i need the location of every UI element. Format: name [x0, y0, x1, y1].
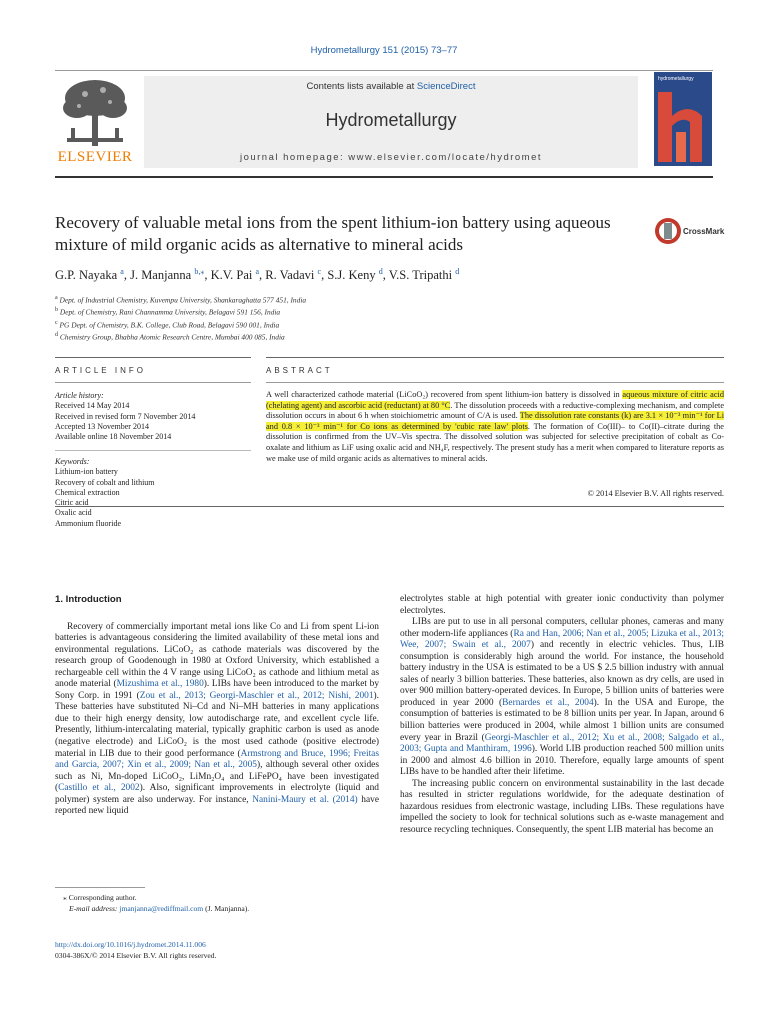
keyword: Citric acid [55, 498, 89, 508]
author[interactable]: R. Vadavi [265, 268, 315, 283]
author-affil-sup[interactable]: a [120, 267, 124, 276]
abstract-copyright: © 2014 Elsevier B.V. All rights reserved. [587, 489, 724, 498]
keywords-label: Keywords: [55, 457, 90, 466]
affiliation: $^b$ Dept. of Chemistry, Rani Channamma University, Belagavi 591 156, India [55, 307, 281, 317]
author[interactable]: K.V. Pai [210, 268, 253, 283]
history-item: Accepted 13 November 2014 [55, 421, 149, 431]
citation-link[interactable]: Mizushima et al., 1980 [116, 679, 204, 690]
history-item: Received 14 May 2014 [55, 401, 130, 411]
abstract-text: A well characterized cathode material (LiCoO₂) recovered from spent lithium-ion battery is dissolved in aqueous mixture of citric acid (chelating agent) and ascorbic acid (reductant) at 80 °C. The dissolution proceeds with a reductive-complexing mechanism, and complete dissolution occurs in about 6 h when stoichiometric amount of C/A is used. The dissolution rate constants (k) are 3.1 × 10⁻³ min⁻¹ for Li and 0.8 × 10⁻³ min⁻¹ for Co ions as determined by 'cubic rate law' plots. The formation of Co(III)– to Co(II)–citrate during the dissolution is confirmed from the UV–Vis spectra. The dissolved solution was subjected for selective precipitation of cobalt as Co-oxalate and lithium as LiF using oxalic acid and NH₄F, respectively. The present study has a merit when compared to literature reports as we make use of mild organic acids as alternatives to mineral acids. [266, 390, 724, 463]
article-info-heading: ARTICLE INFO [55, 366, 146, 375]
keyword: Ammonium fluoride [55, 518, 121, 528]
keyword: Recovery of cobalt and lithium [55, 477, 155, 487]
footnote [55, 893, 375, 914]
highlight: The dissolution rate constants (k) are 3.1 × 10⁻³ min⁻¹ for Li and 0.8 × 10⁻³ min⁻¹ for Co ions as determined by 'cubic rate law' plots [266, 411, 724, 431]
issn-line: 0304-386X/© 2014 Elsevier B.V. All rights reserved. [55, 950, 217, 960]
header-bottom-rule [55, 176, 713, 178]
header-top-rule [55, 70, 713, 71]
history-label: Article history: [55, 391, 104, 400]
body-column-left [55, 594, 379, 818]
paragraph: electrolytes stable at high potential with greater ionic conductivity than polymer electrolytes. [400, 594, 724, 616]
citation-link[interactable]: Nanini-Maury et al. (2014) [252, 794, 358, 805]
author[interactable]: S.J. Keny [327, 268, 376, 283]
rule [55, 450, 251, 451]
affiliation: $^d$ Chemistry Group, Bhabha Atomic Research Centre, Mumbai 400 085, India [55, 332, 285, 342]
citation-link[interactable]: Zou et al., 2013; Georgi-Maschler et al., 2012; Nishi, 2001 [139, 690, 374, 701]
abstract-heading: ABSTRACT [266, 366, 333, 375]
highlight: aqueous mixture of citric acid (chelating agent) and ascorbic acid (reductant) at 80 °C [266, 390, 724, 410]
doi-link[interactable]: http://dx.doi.org/10.1016/j.hydromet.2014.11.006 [55, 940, 206, 949]
journal-cover-thumbnail [654, 72, 712, 166]
author[interactable]: G.P. Nayaka [55, 268, 118, 283]
rule [55, 357, 251, 358]
history-item: Available online 18 November 2014 [55, 432, 172, 442]
citation-link[interactable]: Georgi-Maschler et al., 2012; Xu et al., 2008; Salgado et al., 2003; Gupta and Manthiram, 1996 [400, 732, 724, 755]
cover-title: hydrometallurgy [658, 76, 694, 82]
citation-link[interactable]: Bernardes et al., 2004 [502, 697, 594, 708]
author-affil-sup[interactable]: d [455, 267, 460, 276]
section-heading: 1. Introduction [55, 594, 122, 605]
author[interactable]: V.S. Tripathi [388, 268, 453, 283]
journal-title: Hydrometallurgy [325, 110, 457, 130]
citation-link[interactable]: Ra and Han, 2006; Nan et al., 2005; Lizuka et al., 2013; Wee, 2007; Swain et al., 2007 [400, 628, 725, 651]
author-affil-sup[interactable]: d [378, 267, 383, 276]
history-item: Received in revised form 7 November 2014 [55, 411, 196, 421]
article-history [55, 391, 251, 442]
rule [55, 382, 251, 383]
keyword: Oxalic acid [55, 508, 92, 518]
author[interactable]: J. Manjanna [130, 268, 192, 283]
keyword: Lithium-ion battery [55, 467, 118, 477]
contents-availability: Contents lists available at ScienceDirect [306, 81, 476, 92]
crossmark-label[interactable]: CrossMark [683, 227, 725, 236]
email-link[interactable]: jmanjanna@rediffmail.com [119, 903, 204, 913]
rule [266, 357, 724, 358]
author-affil-sup[interactable]: a [255, 267, 260, 276]
cover-h-graphic [654, 72, 712, 166]
rule [55, 506, 724, 507]
author-affil-sup[interactable]: c [317, 267, 322, 276]
journal-homepage: journal homepage: www.elsevier.com/locate/hydromet [239, 152, 543, 163]
journal-reference-link[interactable]: Hydrometallurgy 151 (2015) 73–77 [310, 45, 458, 56]
doi-block [55, 940, 375, 961]
crossmark-icon[interactable] [654, 216, 682, 246]
affiliations [55, 293, 695, 343]
keyword: Chemical extraction [55, 487, 120, 497]
rule [266, 382, 724, 383]
paragraph: LIBs are put to use in all personal computers, cellular phones, cameras and many other modern-life appliances (Ra and Han, 2006; Nan et al., 2005; Lizuka et al., 2013; Wee, 2007; Swain et al., 2007) and recently in electric vehicles. Thus, LIB consumption is considerably high around the world. For instance, the household battery industry in the USA is estimated to be a US $ 2.5 billion industry with annual sales of nearly 3 billion batteries. These batteries, also known as dry cells, are used in over 900 million battery-operated devices. In Europe, 5 billion units of batteries were produced in year 2000 (Bernardes et al., 2004). In the USA and Europe, the consumption of batteries is estimated to be 8 billion units per year. In Japan, around 6 billion batteries were produced in 2004, while almost 1 billion units are consumed every year in Brazil (Georgi-Maschler et al., 2012; Xu et al., 2008; Salgado et al., 2003; Gupta and Manthiram, 1996). World LIB production reached 500 million units in 2000 and almost 4.6 billion in 2010. Therefore, equally large amounts of spent LIBs have to be handled after their lifetime. [400, 617, 725, 778]
author-affil-sup[interactable]: b,⁎ [194, 267, 205, 276]
paragraph: Recovery of commercially important metal ions like Co and Li from spent Li-ion batteries is advantageous considering the limited availability of these metal ions and environmental regulations. LiCoO₂ as cathode materials was discovered by the research group of Goodenough in 1980 at Oxford University, which established a rechargeable cell within the 4 V range using LiCoO₂ as cathode and lithium metal as anode material (Mizushima et al., 1980). LIBs have been introduced to the market by Sony Corp. in 1991 (Zou et al., 2013; Georgi-Maschler et al., 2012; Nishi, 2001). These batteries have substituted Ni–Cd and Ni–MH batteries in many applications due to their high energy density, low autodischarge rate, and excellent cycle life. Presently, lithium-intercalating material, typically graphitic carbon is used as anode (negative electrode) and LiCoO₂ is the most used cathode (positive electrode) material in LIB due to their good performance (Armstrong and Bruce, 1996; Freitas and Garcia, 2007; Xin et al., 2009; Nan et al., 2005), although several other oxides such as Ni, Mn-doped LiCoO₂, LiMn₂O₄ and LiFePO₄ have been investigated (Castillo et al., 2002). Also, significant improvements in electrolyte (liquid and polymer) system are also underway. For instance, Nanini-Maury et al. (2014) have reported new liquid [55, 621, 380, 817]
email-note: E-mail address: jmanjanna@rediffmail.com (J. Manjanna). [69, 903, 250, 913]
citation-link[interactable]: Castillo et al., 2002 [58, 783, 140, 794]
elsevier-wordmark: ELSEVIER [57, 149, 133, 165]
homepage-link[interactable]: www.elsevier.com/locate/hydromet [348, 152, 543, 163]
article-title: Recovery of valuable metal ions from the spent lithium-ion battery using aqueous mixture of mild organic acids as alternative to mineral acids [55, 213, 611, 254]
sciencedirect-link[interactable]: ScienceDirect [416, 81, 476, 92]
affiliation: $^c$ PG Dept. of Chemistry, B.K. College, Club Road, Belagavi 590 001, India [55, 319, 280, 330]
keywords [55, 457, 251, 529]
author-list: G.P. Nayaka $^a$, J. Manjanna $^{b,⁎}$, K.V. Pai $^a$, R. Vadavi $^c$, S.J. Keny $^d$, V.S. Tripathi $^d$ [55, 267, 460, 283]
paragraph: The increasing public concern on environmental sustainability in the last decade has resulted in stricter regulations worldwide, for the adequate destination of hazardous residues from electronic wastage, including LIBs. These regulations have impelled the society to look for technical solutions such as e-waste management and resource recycling techniques. Consequently, the spent LIB material has become an [400, 778, 724, 835]
footnote-rule [55, 887, 145, 888]
affiliation: $^a$ Dept. of Industrial Chemistry, Kuvempu University, Shankaraghatta 577 451, India [55, 295, 307, 305]
corresponding-author-note: ⁎ Corresponding author. [63, 893, 137, 902]
citation-link[interactable]: Armstrong and Bruce, 1996; Freitas and Garcia, 2007; Xin et al., 2009; Nan et al., 2005 [55, 748, 379, 771]
body-column-right [400, 594, 724, 836]
